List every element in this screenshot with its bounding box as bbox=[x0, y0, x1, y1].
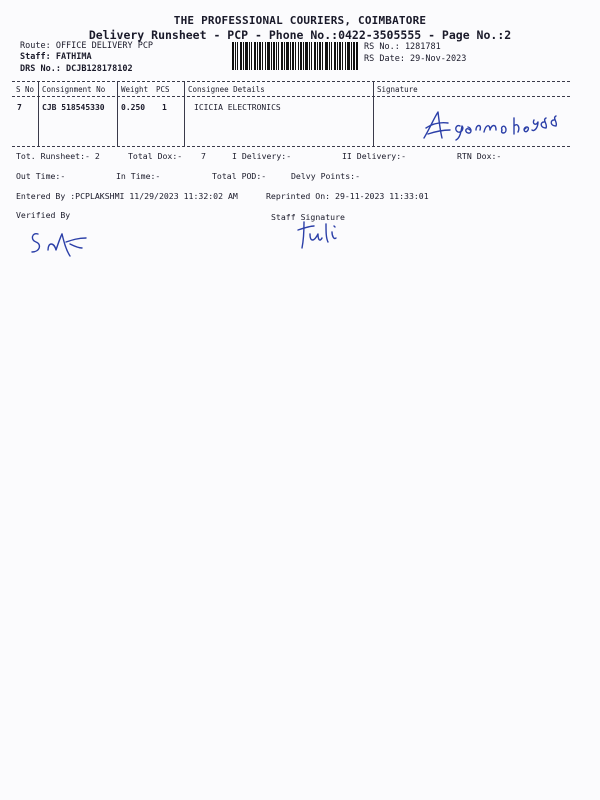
table-top-rule bbox=[12, 81, 570, 82]
column-divider bbox=[38, 82, 39, 146]
verified-by-signature-image bbox=[26, 226, 92, 260]
staff-signature-image bbox=[296, 218, 346, 252]
receiver-signature-image bbox=[420, 108, 580, 144]
column-divider bbox=[373, 82, 374, 146]
delvy-points: Delvy Points:- bbox=[291, 171, 361, 181]
row-sno: 7 bbox=[17, 103, 22, 112]
col-header-weight: Weight bbox=[121, 85, 149, 94]
staff-text: Staff: FATHIMA bbox=[20, 52, 92, 62]
runsheet-subtitle: Delivery Runsheet - PCP - Phone No.:0422-3505555 - Page No.:2 bbox=[88, 28, 512, 42]
company-title: THE PROFESSIONAL COURIERS, COIMBATORE bbox=[173, 14, 427, 27]
drs-number: DRS No.: DCJB128178102 bbox=[20, 64, 133, 74]
route-text: Route: OFFICE DELIVERY PCP bbox=[20, 41, 154, 51]
row-pcs: 1 bbox=[162, 103, 167, 112]
row-weight: 0.250 bbox=[121, 103, 146, 112]
rtn-dox: RTN Dox:- bbox=[457, 151, 502, 161]
row-consignment-no: CJB 518545330 bbox=[42, 103, 105, 112]
total-pod: Total POD:- bbox=[212, 171, 267, 181]
total-dox-value: 7 bbox=[201, 151, 206, 161]
i-delivery: I Delivery:- bbox=[232, 151, 292, 161]
col-header-pcs: PCS bbox=[156, 85, 170, 94]
rs-date: RS Date: 29-Nov-2023 bbox=[364, 54, 467, 64]
ii-delivery: II Delivery:- bbox=[342, 151, 407, 161]
col-header-consignment: Consignment No bbox=[42, 85, 106, 94]
entered-by: Entered By :PCPLAKSHMI 11/29/2023 11:32:02 AM bbox=[16, 191, 238, 201]
reprinted-on: Reprinted On: 29-11-2023 11:33:01 bbox=[266, 191, 429, 201]
col-header-consignee: Consignee Details bbox=[188, 85, 265, 94]
table-header-rule bbox=[12, 96, 570, 97]
in-time: In Time:- bbox=[116, 171, 161, 181]
barcode-image bbox=[232, 42, 358, 70]
table-bottom-rule bbox=[12, 146, 570, 147]
row-consignee: ICICIA ELECTRONICS bbox=[194, 103, 281, 112]
total-dox-label: Total Dox:- bbox=[128, 151, 183, 161]
verified-by-label: Verified By bbox=[16, 210, 71, 220]
col-header-sno: S No bbox=[16, 85, 35, 94]
staff-signature-label: Staff Signature bbox=[271, 212, 345, 222]
rs-number: RS No.: 1281781 bbox=[364, 42, 441, 52]
column-divider bbox=[117, 82, 118, 146]
tot-runsheet: Tot. Runsheet:- 2 bbox=[16, 151, 100, 161]
out-time: Out Time:- bbox=[16, 171, 66, 181]
col-header-signature: Signature bbox=[377, 85, 418, 94]
column-divider bbox=[184, 82, 185, 146]
